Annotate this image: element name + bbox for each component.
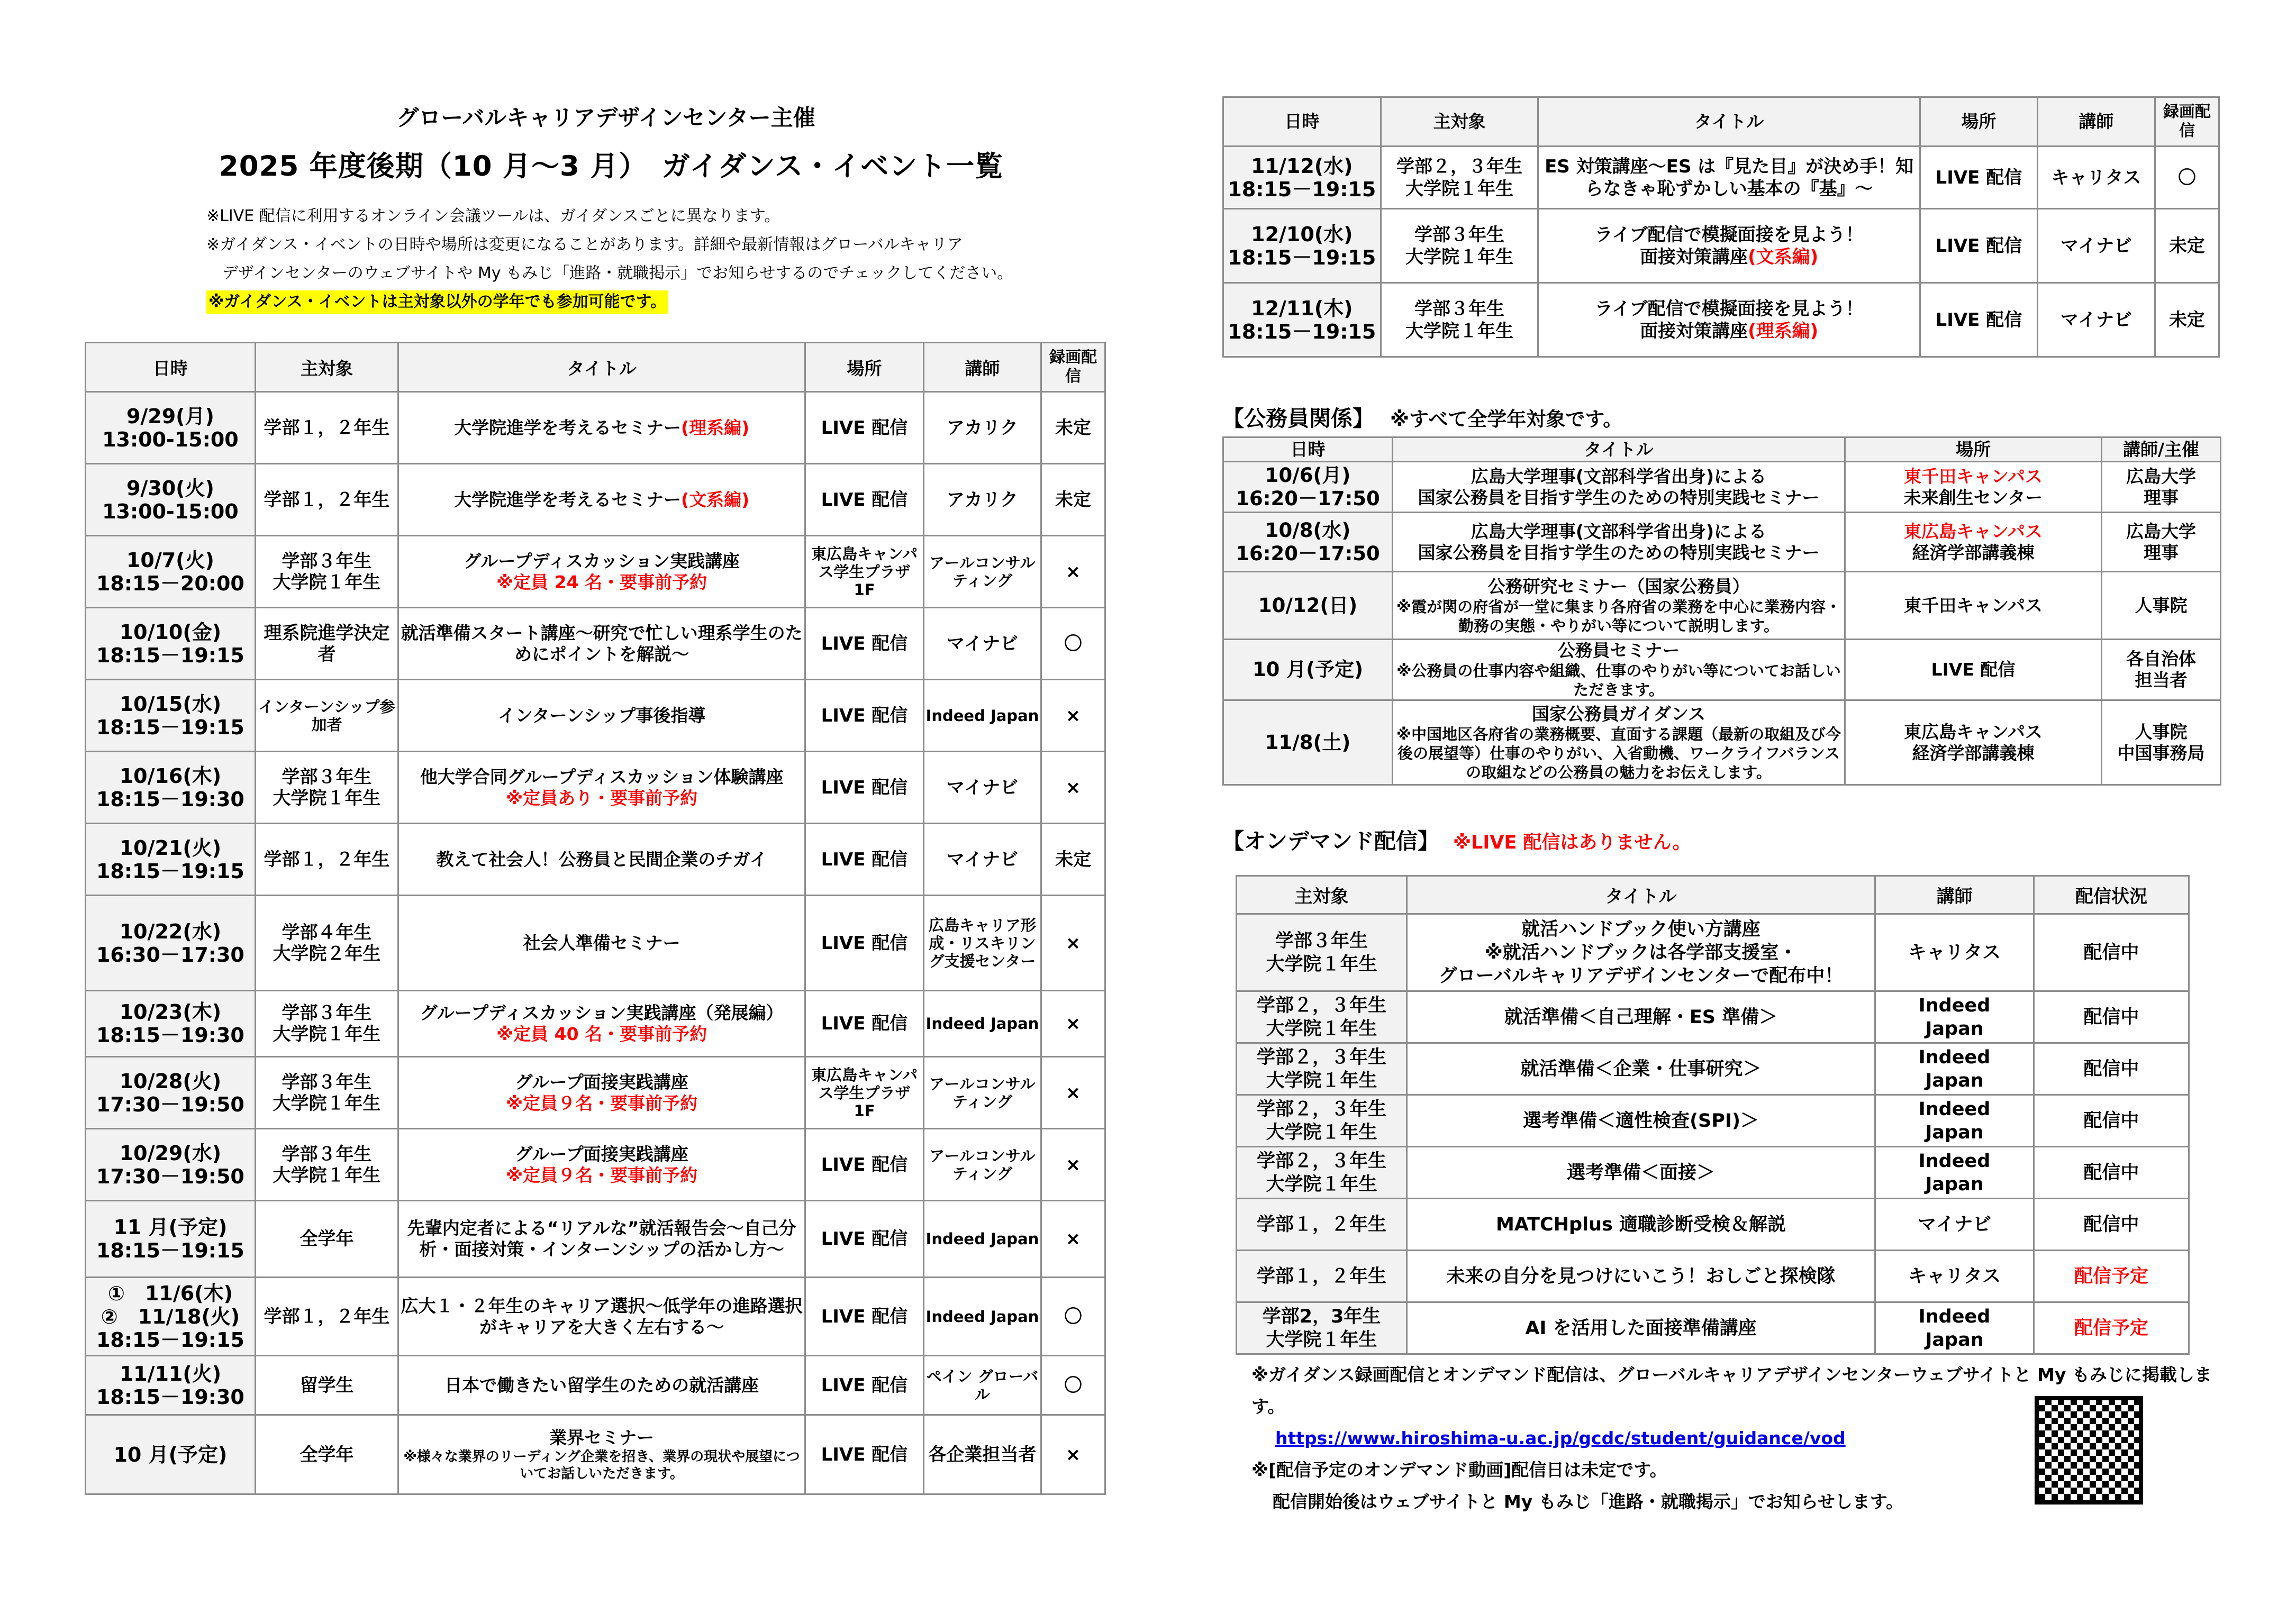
event-target: 学部４年生 大学院２年生 <box>255 896 398 991</box>
od-title: 就活ハンドブック使い方講座 ※就活ハンドブックは各学部支援室・ グローバルキャリアデザインセンターで配布中！ <box>1407 914 1875 991</box>
event-date: 10/22(水) 16:30－17:30 <box>86 896 256 991</box>
event-target: 学部１，２年生 <box>255 824 398 896</box>
civil-place: 東千田キャンパス 未来創生センター <box>1845 462 2102 513</box>
table-row <box>86 896 1105 991</box>
footer-line-1: ※ガイダンス録画配信とオンデマンド配信は、グローバルキャリアデザインセンターウェブサイトと My もみじに掲載します。 <box>1251 1364 2212 1417</box>
event-place: LIVE 配信 <box>1920 147 2037 209</box>
page-title: 2025 年度後期（10 月～3 月） ガイダンス・イベント一覧 <box>219 150 1004 183</box>
table-row <box>86 1356 1105 1415</box>
event-date: 10/16(木) 18:15－19:30 <box>86 752 256 824</box>
event-title: インターンシップ事後指導 <box>398 680 805 752</box>
table-row <box>1237 1302 2189 1354</box>
event-lecturer: マイナビ <box>2037 209 2155 283</box>
event-place: LIVE 配信 <box>805 824 923 896</box>
civil-date: 10/12(日) <box>1223 572 1393 640</box>
event-lecturer: Indeed Japan <box>923 1278 1041 1356</box>
event-lecturer: ペイン グローバル <box>923 1356 1041 1415</box>
ondemand-section-heading <box>1222 824 2220 855</box>
civil-heading: 【公務員関係】 <box>1222 406 1374 431</box>
civil-col-title: タイトル <box>1393 437 1845 462</box>
civil-title: 公務研究セミナー（国家公務員） ※霞が関の府省が一堂に集まり各府省の業務を中心に業務内容・勤務の実態・やりがい等について説明します。 <box>1393 572 1845 640</box>
od-lecturer: Indeed Japan <box>1875 1095 2034 1147</box>
col-title: タイトル <box>1538 97 1920 147</box>
od-target: 学部１，２年生 <box>1237 1199 1407 1251</box>
event-title: ライブ配信で模擬面接を見よう！ 面接対策講座(理系編) <box>1538 283 1920 357</box>
event-target: 学部１，２年生 <box>255 1278 398 1356</box>
od-title: 就活準備＜企業・仕事研究＞ <box>1407 1043 1875 1095</box>
event-capacity-note: ※定員あり・要事前予約 <box>506 787 698 808</box>
table-row <box>1237 1043 2189 1095</box>
event-recording: × <box>1041 752 1105 824</box>
left-page <box>85 101 1106 1495</box>
event-target: 学部３年生 大学院１年生 <box>1381 283 1538 357</box>
col-recording: 録画配信 <box>2155 97 2219 147</box>
event-title: 他大学合同グループディスカッション体験講座 ※定員あり・要事前予約 <box>398 752 805 824</box>
event-title: 広大１・２年生のキャリア選択～低学年の進路選択がキャリアを大きく左右する～ <box>398 1278 805 1356</box>
event-target: 学部３年生 大学院１年生 <box>1381 209 1538 283</box>
table-header-row <box>1223 97 2219 147</box>
od-target: 学部１，２年生 <box>1237 1251 1407 1302</box>
table-row <box>1223 700 2221 785</box>
table-row <box>1237 1199 2189 1251</box>
event-target: 全学年 <box>255 1201 398 1278</box>
note-1: ※LIVE 配信に利用するオンライン会議ツールは、ガイダンスごとに異なります。 <box>206 207 781 225</box>
civil-place: 東広島キャンパス 経済学部講義棟 <box>1845 700 2102 785</box>
ondemand-heading: 【オンデマンド配信】 <box>1222 828 1439 854</box>
note-2b: デザインセンターのウェブサイトや My もみじ「進路・就職掲示」でお知らせするのでチェックしてください。 <box>222 264 1013 282</box>
footer-line-3: 配信開始後はウェブサイトと My もみじ「進路・就職掲示」でお知らせします。 <box>1273 1491 1904 1512</box>
footer-line-2: ※[配信予定のオンデマンド動画]配信日は未定です。 <box>1251 1460 1667 1480</box>
event-recording: × <box>1041 680 1105 752</box>
right-page <box>1222 96 2220 1518</box>
table-row <box>86 536 1105 608</box>
organizer: グローバルキャリアデザインセンター主催 <box>396 105 815 131</box>
footer <box>1251 1359 2220 1518</box>
civil-title: 公務員セミナー ※公務員の仕事内容や組織、仕事のやりがい等についてお話しいただきます。 <box>1393 640 1845 700</box>
table-header-row <box>86 343 1105 392</box>
event-date: 10/23(木) 18:15－19:30 <box>86 991 256 1057</box>
event-recording: 未定 <box>1041 464 1105 536</box>
event-recording: × <box>1041 536 1105 608</box>
event-place: LIVE 配信 <box>805 752 923 824</box>
event-recording: × <box>1041 1129 1105 1201</box>
event-recording: 未定 <box>2155 209 2219 283</box>
od-lecturer: キャリタス <box>1875 1251 2034 1302</box>
notes <box>206 202 1106 316</box>
od-lecturer: Indeed Japan <box>1875 1302 2034 1354</box>
event-title-red: (文系編) <box>681 489 750 510</box>
ondemand-table <box>1236 875 2190 1355</box>
event-date: ① 11/6(木) ② 11/18(火) 18:15－19:15 <box>86 1278 256 1356</box>
civil-campus: 東広島キャンパス <box>1904 521 2043 542</box>
od-target: 学部２，３年生 大学院１年生 <box>1237 1147 1407 1199</box>
event-recording: 未定 <box>2155 283 2219 357</box>
event-capacity-note: ※定員９名・要事前予約 <box>506 1164 698 1186</box>
ondemand-note: ※LIVE 配信はありません。 <box>1453 832 1691 853</box>
event-recording: 未定 <box>1041 392 1105 464</box>
event-lecturer: アールコンサルティング <box>923 1057 1041 1129</box>
event-target: 学部１，２年生 <box>255 392 398 464</box>
event-date: 10/28(火) 17:30－19:50 <box>86 1057 256 1129</box>
event-capacity-note: ※定員 40 名・要事前予約 <box>496 1024 707 1044</box>
table-row <box>1237 914 2189 991</box>
table-row <box>1223 283 2219 357</box>
event-target: 留学生 <box>255 1356 398 1415</box>
table-row <box>1237 1251 2189 1302</box>
ondemand-header-row <box>1237 876 2189 914</box>
event-place: LIVE 配信 <box>1920 209 2037 283</box>
table-row <box>1223 462 2221 513</box>
table-row <box>1237 991 2189 1043</box>
event-date: 9/30(火) 13:00-15:00 <box>86 464 256 536</box>
event-date: 10/21(火) 18:15－19:15 <box>86 824 256 896</box>
table-row <box>86 1278 1105 1356</box>
event-lecturer: アカリク <box>923 392 1041 464</box>
event-title: 大学院進学を考えるセミナー(文系編) <box>398 464 805 536</box>
event-target: 学部３年生 大学院１年生 <box>255 536 398 608</box>
event-lecturer: Indeed Japan <box>923 1201 1041 1278</box>
table-row <box>86 1129 1105 1201</box>
event-place: LIVE 配信 <box>1920 283 2037 357</box>
od-target: 学部２，３年生 大学院１年生 <box>1237 991 1407 1043</box>
note-3-highlight: ※ガイダンス・イベントは主対象以外の学年でも参加可能です。 <box>206 290 668 314</box>
col-date: 日時 <box>1223 97 1381 147</box>
col-lecturer: 講師 <box>2037 97 2155 147</box>
event-title: グループ面接実践講座 ※定員９名・要事前予約 <box>398 1057 805 1129</box>
civil-subnote: ※霞が関の府省が一堂に集まり各府省の業務を中心に業務内容・勤務の実態・やりがい等について説明します。 <box>1396 597 1841 635</box>
event-place: LIVE 配信 <box>805 608 923 680</box>
civil-note: ※すべて全学年対象です。 <box>1390 408 1623 431</box>
event-place: LIVE 配信 <box>805 464 923 536</box>
table-row <box>1223 513 2221 572</box>
event-lecturer: アカリク <box>923 464 1041 536</box>
civil-date: 10 月(予定) <box>1223 640 1393 700</box>
od-lecturer: マイナビ <box>1875 1199 2034 1251</box>
event-subnote: ※様々な業界のリーディング企業を招き、業界の現状や展望についてお話しいただきます。 <box>403 1448 800 1482</box>
civil-lecturer: 各自治体 担当者 <box>2102 640 2221 700</box>
event-lecturer: 広島キャリア形成・リスキリング支援センター <box>923 896 1041 991</box>
civil-title: 広島大学理事(文部科学省出身)による 国家公務員を目指す学生のための特別実践セミナー <box>1393 513 1845 572</box>
event-date: 12/11(木) 18:15－19:15 <box>1223 283 1381 357</box>
od-target: 学部３年生 大学院１年生 <box>1237 914 1407 991</box>
event-recording: × <box>1041 896 1105 991</box>
event-title: グループディスカッション実践講座 ※定員 24 名・要事前予約 <box>398 536 805 608</box>
table-row <box>86 824 1105 896</box>
event-date: 11 月(予定) 18:15－19:15 <box>86 1201 256 1278</box>
col-lecturer: 講師 <box>923 343 1041 392</box>
od-status: 配信中 <box>2034 1043 2189 1095</box>
col-date: 日時 <box>86 343 256 392</box>
civil-table-body <box>1223 462 2221 785</box>
od-status: 配信中 <box>2034 1147 2189 1199</box>
od-target: 学部２，３年生 大学院１年生 <box>1237 1043 1407 1095</box>
civil-lecturer: 人事院 <box>2102 572 2221 640</box>
event-date: 10/10(金) 18:15－19:15 <box>86 608 256 680</box>
od-lecturer: キャリタス <box>1875 914 2034 991</box>
od-status: 配信中 <box>2034 914 2189 991</box>
civil-col-place: 場所 <box>1845 437 2102 462</box>
table-row <box>1223 209 2219 283</box>
event-place: LIVE 配信 <box>805 1356 923 1415</box>
event-title-red: (理系編) <box>681 417 750 438</box>
event-place: LIVE 配信 <box>805 1129 923 1201</box>
event-title: グループディスカッション実践講座（発展編） ※定員 40 名・要事前予約 <box>398 991 805 1057</box>
event-recording: 〇 <box>1041 1278 1105 1356</box>
event-capacity-note: ※定員 24 名・要事前予約 <box>496 571 707 592</box>
event-recording: 〇 <box>2155 147 2219 209</box>
event-target: 理系院進学決定者 <box>255 608 398 680</box>
table-row <box>1223 147 2219 209</box>
civil-lecturer: 広島大学 理事 <box>2102 462 2221 513</box>
event-recording: × <box>1041 1415 1105 1494</box>
event-lecturer: マイナビ <box>2037 283 2155 357</box>
main-table-body <box>86 392 1105 1494</box>
event-title: グループ面接実践講座 ※定員９名・要事前予約 <box>398 1129 805 1201</box>
event-target: 学部３年生 大学院１年生 <box>255 991 398 1057</box>
event-target: 学部３年生 大学院１年生 <box>255 1129 398 1201</box>
civil-lecturer: 人事院 中国事務局 <box>2102 700 2221 785</box>
ondemand-table-body <box>1237 914 2189 1354</box>
table-row <box>1223 640 2221 700</box>
od-col-target: 主対象 <box>1237 876 1407 914</box>
event-lecturer: Indeed Japan <box>923 991 1041 1057</box>
od-title: 選考準備＜適性検査(SPI)＞ <box>1407 1095 1875 1147</box>
event-place: LIVE 配信 <box>805 1278 923 1356</box>
vod-link[interactable]: https://www.hiroshima-u.ac.jp/gcdc/student/guidance/vod <box>1275 1428 1846 1448</box>
event-title: 就活準備スタート講座～研究で忙しい理系学生のためにポイントを解説～ <box>398 608 805 680</box>
event-date: 11/11(火) 18:15－19:30 <box>86 1356 256 1415</box>
event-target: 学部２，３年生 大学院１年生 <box>1381 147 1538 209</box>
event-title: 大学院進学を考えるセミナー(理系編) <box>398 392 805 464</box>
event-target: 全学年 <box>255 1415 398 1494</box>
od-title: AI を活用した面接準備講座 <box>1407 1302 1875 1354</box>
od-title: 就活準備＜自己理解・ES 準備＞ <box>1407 991 1875 1043</box>
event-recording: 〇 <box>1041 608 1105 680</box>
od-lecturer: Indeed Japan <box>1875 991 2034 1043</box>
event-place: 東広島キャンパス学生プラザ 1F <box>805 536 923 608</box>
civil-header-row <box>1223 437 2221 462</box>
event-target: 学部１，２年生 <box>255 464 398 536</box>
event-title: 教えて社会人！公務員と民間企業のチガイ <box>398 824 805 896</box>
od-col-lecturer: 講師 <box>1875 876 2034 914</box>
civil-date: 10/8(水) 16:20－17:50 <box>1223 513 1393 572</box>
civil-place: 東千田キャンパス <box>1845 572 2102 640</box>
event-recording: 未定 <box>1041 824 1105 896</box>
main-event-table <box>85 342 1106 1495</box>
col-recording: 録画配信 <box>1041 343 1105 392</box>
od-lecturer: Indeed Japan <box>1875 1147 2034 1199</box>
event-date: 10/7(火) 18:15－20:00 <box>86 536 256 608</box>
col-target: 主対象 <box>255 343 398 392</box>
civil-col-lecturer: 講師/主催 <box>2102 437 2221 462</box>
table-row <box>1223 572 2221 640</box>
table-row <box>86 1201 1105 1278</box>
od-status: 配信中 <box>2034 1095 2189 1147</box>
civil-title: 国家公務員ガイダンス ※中国地区各府省の業務概要、直面する課題（最新の取組及び今後の展望等）仕事のやりがい、入省動機、ワークライフバランスの取組などの公務員の魅力をお伝えします。 <box>1393 700 1845 785</box>
event-lecturer: キャリタス <box>2037 147 2155 209</box>
table-row <box>1237 1147 2189 1199</box>
col-place: 場所 <box>1920 97 2037 147</box>
event-lecturer: アールコンサルティング <box>923 1129 1041 1201</box>
event-title: 社会人準備セミナー <box>398 896 805 991</box>
event-target: 学部３年生 大学院１年生 <box>255 1057 398 1129</box>
od-title: 選考準備＜面接＞ <box>1407 1147 1875 1199</box>
table-row <box>86 1057 1105 1129</box>
event-date: 9/29(月) 13:00-15:00 <box>86 392 256 464</box>
event-date: 11/12(水) 18:15－19:15 <box>1223 147 1381 209</box>
col-place: 場所 <box>805 343 923 392</box>
event-date: 10 月(予定) <box>86 1415 256 1494</box>
civil-subnote: ※公務員の仕事内容や組織、仕事のやりがい等についてお話しいただきます。 <box>1396 662 1841 699</box>
od-target: 学部２，３年生 大学院１年生 <box>1237 1095 1407 1147</box>
col-target: 主対象 <box>1381 97 1538 147</box>
od-status: 配信中 <box>2034 1199 2189 1251</box>
qr-code-icon <box>2035 1396 2143 1505</box>
event-title: 先輩内定者による“リアルな”就活報告会～自己分析・面接対策・インターンシップの活かし方～ <box>398 1201 805 1278</box>
event-lecturer: マイナビ <box>923 824 1041 896</box>
civil-service-table <box>1222 436 2221 786</box>
table-row <box>1237 1095 2189 1147</box>
event-date: 12/10(水) 18:15－19:15 <box>1223 209 1381 283</box>
od-target: 学部2，3年生 大学院１年生 <box>1237 1302 1407 1354</box>
table-row <box>86 680 1105 752</box>
civil-date: 11/8(土) <box>1223 700 1393 785</box>
civil-col-date: 日時 <box>1223 437 1393 462</box>
od-col-title: タイトル <box>1407 876 1875 914</box>
od-status: 配信中 <box>2034 991 2189 1043</box>
col-title: タイトル <box>398 343 805 392</box>
od-status: 配信予定 <box>2034 1302 2189 1354</box>
table-row <box>86 392 1105 464</box>
event-title: ES 対策講座～ES は『見た目』が決め手！知らなきゃ恥ずかしい基本の『基』～ <box>1538 147 1920 209</box>
od-col-status: 配信状況 <box>2034 876 2189 914</box>
table-row <box>86 608 1105 680</box>
event-capacity-note: ※定員９名・要事前予約 <box>506 1092 698 1114</box>
civil-campus: 東千田キャンパス <box>1904 466 2043 487</box>
table-row <box>86 464 1105 536</box>
event-place: LIVE 配信 <box>805 1415 923 1494</box>
table-row <box>86 991 1105 1057</box>
event-title: ライブ配信で模擬面接を見よう！ 面接対策講座(文系編) <box>1538 209 1920 283</box>
event-date: 10/15(水) 18:15－19:15 <box>86 680 256 752</box>
event-recording: × <box>1041 991 1105 1057</box>
od-status: 配信予定 <box>2034 1251 2189 1302</box>
event-lecturer: 各企業担当者 <box>923 1415 1041 1494</box>
civil-place: LIVE 配信 <box>1845 640 2102 700</box>
civil-place: 東広島キャンパス 経済学部講義棟 <box>1845 513 2102 572</box>
od-title: MATCHplus 適職診断受検＆解説 <box>1407 1199 1875 1251</box>
table-row <box>86 752 1105 824</box>
civil-date: 10/6(月) 16:20－17:50 <box>1223 462 1393 513</box>
event-place: LIVE 配信 <box>805 1201 923 1278</box>
continued-table-body <box>1223 147 2219 357</box>
event-title: 業界セミナー ※様々な業界のリーディング企業を招き、業界の現状や展望についてお話しいただきます。 <box>398 1415 805 1494</box>
event-place: LIVE 配信 <box>805 680 923 752</box>
event-recording: × <box>1041 1057 1105 1129</box>
od-lecturer: Indeed Japan <box>1875 1043 2034 1095</box>
event-target: 学部３年生 大学院１年生 <box>255 752 398 824</box>
event-recording: 〇 <box>1041 1356 1105 1415</box>
event-date: 10/29(水) 17:30－19:50 <box>86 1129 256 1201</box>
event-lecturer: マイナビ <box>923 608 1041 680</box>
event-lecturer: Indeed Japan <box>923 680 1041 752</box>
event-lecturer: マイナビ <box>923 752 1041 824</box>
event-place: LIVE 配信 <box>805 896 923 991</box>
event-place: LIVE 配信 <box>805 991 923 1057</box>
civil-section-heading <box>1222 401 2220 432</box>
civil-subnote: ※中国地区各府省の業務概要、直面する課題（最新の取組及び今後の展望等）仕事のやりがい、入省動機、ワークライフバランスの取組などの公務員の魅力をお伝えします。 <box>1396 725 1841 781</box>
event-lecturer: アールコンサルティング <box>923 536 1041 608</box>
event-target: インターンシップ参加者 <box>255 680 398 752</box>
event-place: 東広島キャンパス学生プラザ 1F <box>805 1057 923 1129</box>
event-place: LIVE 配信 <box>805 392 923 464</box>
event-title: 日本で働きたい留学生のための就活講座 <box>398 1356 805 1415</box>
note-2a: ※ガイダンス・イベントの日時や場所は変更になることがあります。詳細や最新情報はグローバルキャリア <box>206 235 963 254</box>
civil-lecturer: 広島大学 理事 <box>2102 513 2221 572</box>
continued-event-table <box>1222 96 2220 358</box>
event-recording: × <box>1041 1201 1105 1278</box>
table-row <box>86 1415 1105 1494</box>
event-title-red: (理系編) <box>1748 320 1819 342</box>
event-title-red: (文系編) <box>1748 246 1819 268</box>
civil-title: 広島大学理事(文部科学省出身)による 国家公務員を目指す学生のための特別実践セミナー <box>1393 462 1845 513</box>
od-title: 未来の自分を見つけにいこう！おしごと探検隊 <box>1407 1251 1875 1302</box>
